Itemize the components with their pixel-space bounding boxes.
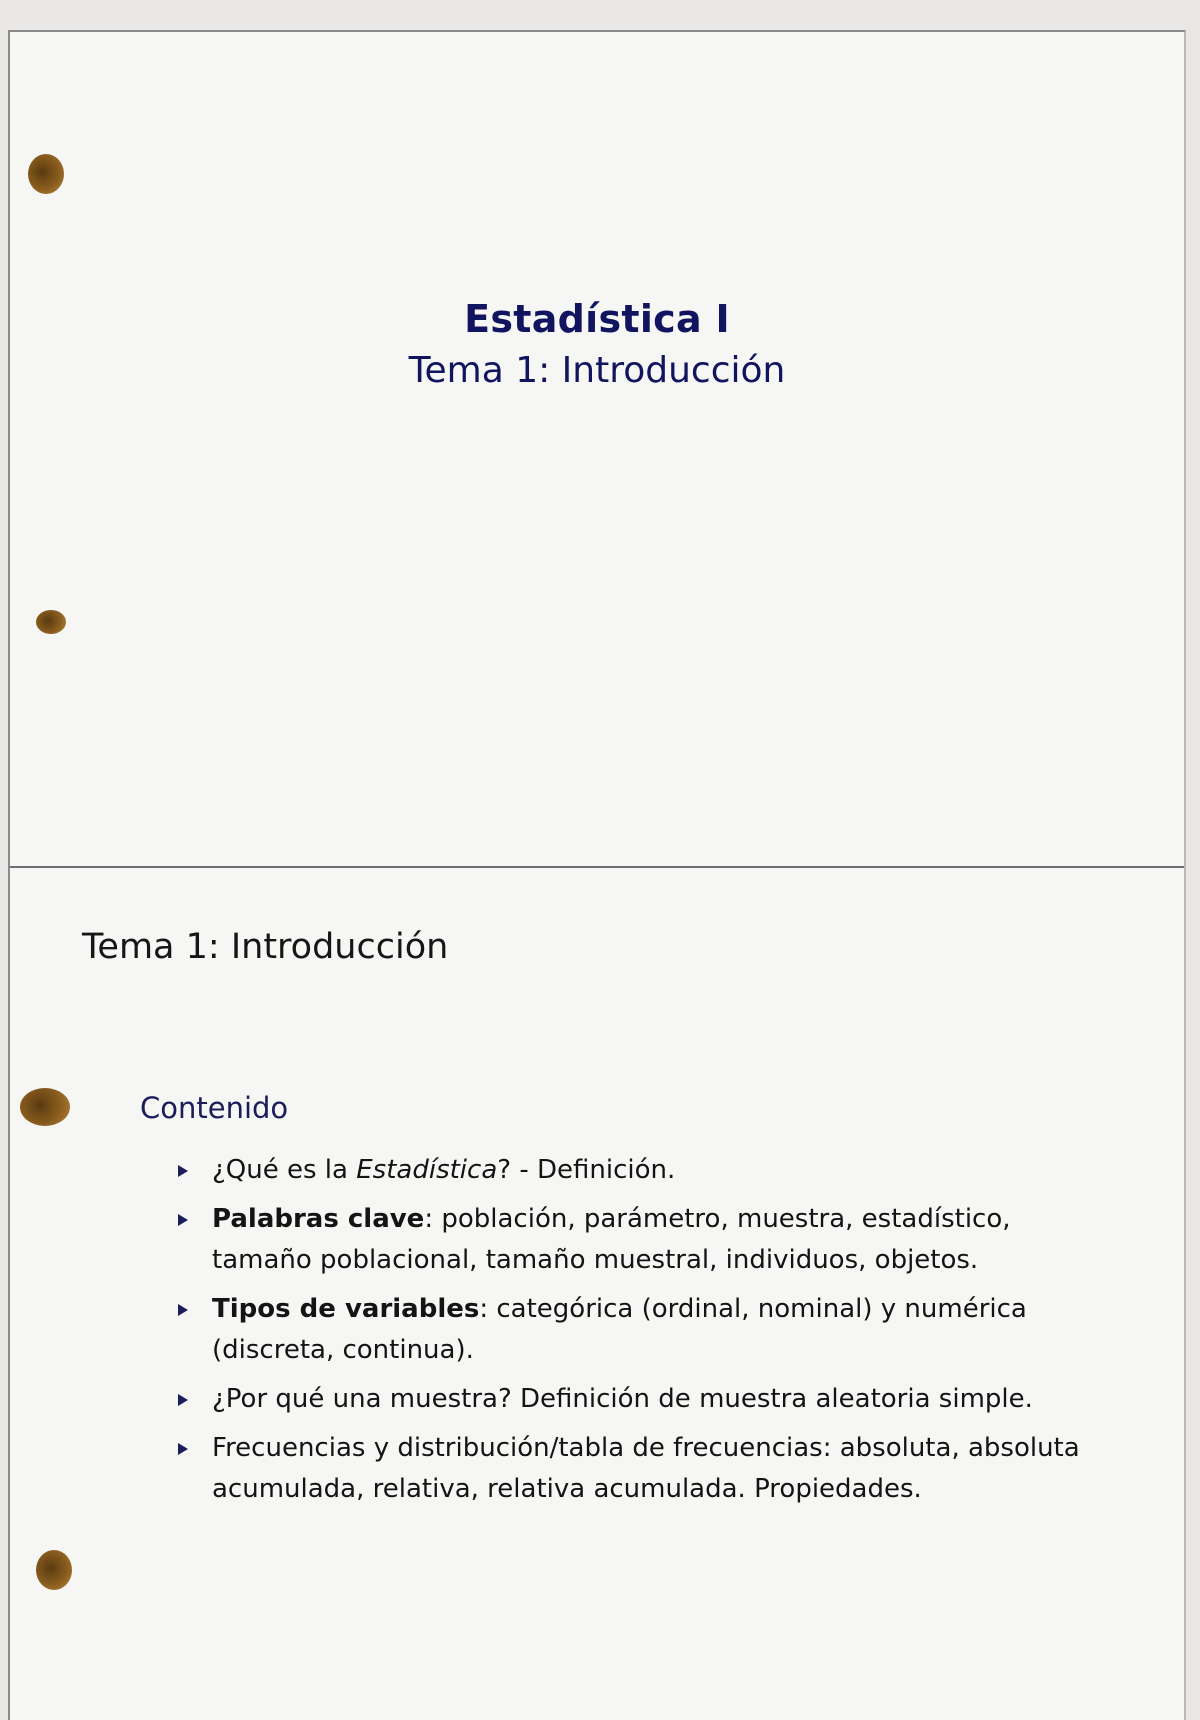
list-item bbox=[176, 1379, 1106, 1420]
triangle-bullet-icon bbox=[178, 1394, 188, 1406]
course-title: Estadística I bbox=[464, 297, 730, 341]
item-text: Frecuencias y distribución/tabla de frecuencias: absoluta, absoluta acumulada, relativa, relativa acumulada. Propiedades. bbox=[212, 1433, 1080, 1504]
punch-hole-mark bbox=[36, 1550, 72, 1590]
triangle-bullet-icon bbox=[178, 1443, 188, 1455]
topic-subtitle: Tema 1: Introducción bbox=[408, 350, 786, 391]
triangle-bullet-icon bbox=[178, 1304, 188, 1316]
punch-hole-mark bbox=[28, 154, 64, 194]
title-slide bbox=[10, 294, 1184, 396]
contents-list bbox=[176, 1150, 1106, 1518]
item-text: : categórica (ordinal, nominal) y numérica (discreta, continua). bbox=[212, 1294, 1027, 1365]
list-item bbox=[176, 1199, 1106, 1281]
punch-hole-mark bbox=[20, 1088, 70, 1126]
document-page bbox=[8, 30, 1186, 1720]
list-item bbox=[176, 1150, 1106, 1191]
frame-title: Tema 1: Introducción bbox=[82, 927, 449, 967]
contents-heading: Contenido bbox=[140, 1091, 289, 1125]
triangle-bullet-icon bbox=[178, 1214, 188, 1226]
slide-divider bbox=[10, 866, 1184, 868]
item-bold-text: Palabras clave bbox=[212, 1204, 425, 1234]
punch-hole-mark bbox=[36, 610, 66, 634]
item-text: ¿Por qué una muestra? Definición de muestra aleatoria simple. bbox=[212, 1384, 1033, 1414]
list-item bbox=[176, 1289, 1106, 1371]
item-bold-text: Tipos de variables bbox=[212, 1294, 480, 1324]
list-item bbox=[176, 1428, 1106, 1510]
item-text: ¿Qué es la bbox=[212, 1155, 357, 1185]
item-text: ? - Definición. bbox=[497, 1155, 676, 1185]
triangle-bullet-icon bbox=[178, 1165, 188, 1177]
item-text: : población, parámetro, muestra, estadístico, tamaño poblacional, tamaño muestral, individuos, objetos. bbox=[212, 1204, 1011, 1275]
item-italic-text: Estadística bbox=[356, 1155, 498, 1185]
